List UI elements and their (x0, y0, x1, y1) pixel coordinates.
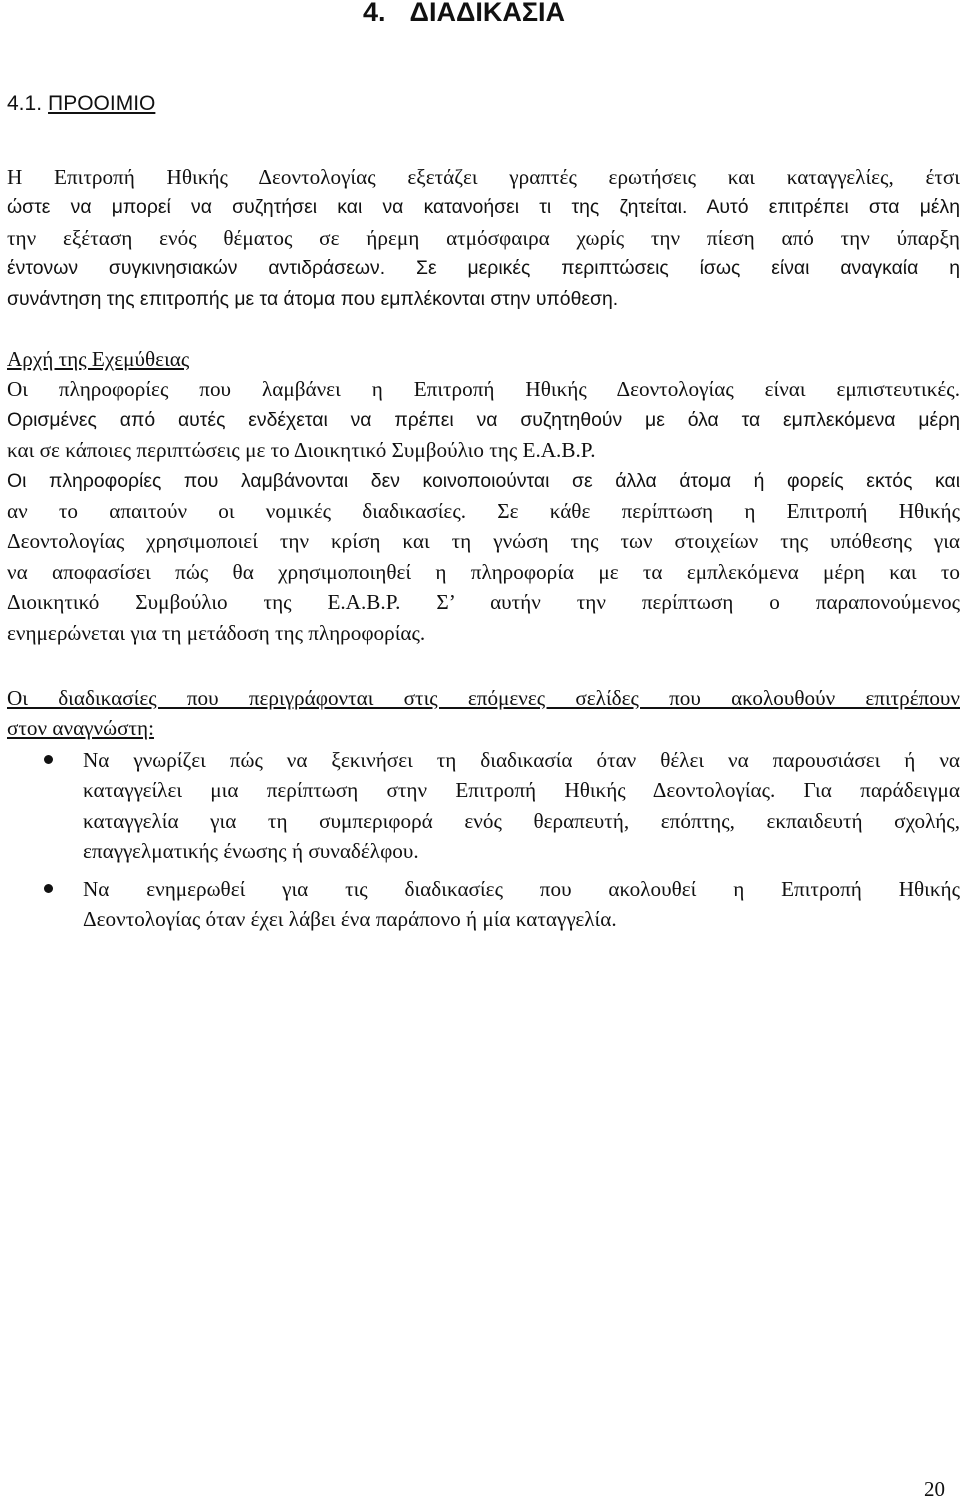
intro-line: έντονων συγκινησιακών αντιδράσεων. Σε μερικές περιπτώσεις ίσως είναι αναγκαία η (7, 257, 960, 280)
procedures-bullet-list (7, 745, 960, 934)
intro-line: ώστε να μπορεί να συζητήσει και να κατανοήσει τι της ζητείται. Αυτό επιτρέπει στα μέλη (7, 196, 960, 219)
bullet-line: επαγγελματικής ένωσης ή συναδέλφου. (83, 839, 419, 864)
intro-paragraph (7, 162, 960, 314)
intro-line: Η Επιτροπή Ηθικής Δεοντολογίας εξετάζει γραπτές ερωτήσεις και καταγγελίες, έτσι (7, 165, 960, 189)
bullet-line: Να ενημερωθεί για τις διαδικασίες που ακολουθεί η Επιτροπή Ηθικής (83, 876, 960, 901)
confidentiality-heading: Αρχή της Εχεμύθειας (7, 347, 190, 371)
confidentiality-line: Δεοντολογίας χρησιμοποιεί την κρίση και τη γνώση της των στοιχείων της υπόθεσης για (7, 529, 960, 554)
section-title-text: ΠΡΟΟΙΜΙΟ (48, 92, 156, 115)
bullet-line: Δεοντολογίας όταν έχει λάβει ένα παράπονο ή μία καταγγελία. (83, 906, 617, 931)
bullet-icon (44, 884, 53, 893)
confidentiality-line: Ορισμένες από αυτές ενδέχεται να πρέπει να συζητηθούν με όλα τα εμπλεκόμενα μέρη (7, 408, 960, 431)
section-title (7, 89, 155, 119)
page-number: 20 (924, 1477, 945, 1501)
procedures-intro-line: Οι διαδικασίες που περιγράφονται στις επόμενες σελίδες που ακολουθούν επιτρέπουν (7, 686, 960, 710)
confidentiality-line: ενημερώνεται για τη μετάδοση της πληροφορίας. (7, 620, 426, 645)
procedures-intro-line: στον αναγνώστη: (7, 716, 154, 741)
chapter-title (363, 0, 565, 30)
confidentiality-line: Οι πληροφορίες που λαμβάνονται δεν κοινοποιούνται σε άλλα άτομα ή φορείς εκτός και (7, 469, 960, 492)
bullet-item (7, 745, 960, 867)
bullet-icon (44, 755, 53, 764)
section-number: 4.1. (7, 92, 43, 115)
confidentiality-line: και σε κάποιες περιπτώσεις με το Διοικητικό Συμβούλιο της Ε.Α.Β.Ρ. (7, 438, 596, 463)
confidentiality-line: να αποφασίσει πώς θα χρησιμοποιηθεί η πληροφορία με τα εμπλεκόμενα μέρη και το (7, 559, 960, 584)
bullet-line: καταγγείλει μια περίπτωση στην Επιτροπή Ηθικής Δεοντολογίας. Για παράδειγμα (83, 778, 960, 803)
intro-line: την εξέταση ενός θέματος σε ήρεμη ατμόσφαιρα χωρίς την πίεση από την ύπαρξη (7, 225, 960, 250)
bullet-line: Να γνωρίζει πώς να ξεκινήσει τη διαδικασία όταν θέλει να παρουσιάσει ή να (83, 748, 960, 772)
bullet-item (7, 874, 960, 935)
confidentiality-line: Διοικητικό Συμβούλιο της Ε.Α.Β.Ρ. Σ’ αυτήν την περίπτωση ο παραπονούμενος (7, 590, 960, 615)
bullet-line: καταγγελία για τη συμπεριφορά ενός θεραπευτή, επόπτης, εκπαιδευτή σχολής, (83, 808, 960, 833)
intro-line: συνάντηση της επιτροπής με τα άτομα που εμπλέκονται στην υπόθεση. (7, 287, 619, 310)
procedures-intro (7, 683, 960, 744)
chapter-number: 4. (363, 0, 386, 27)
confidentiality-line: Οι πληροφορίες που λαμβάνει η Επιτροπή Ηθικής Δεοντολογίας είναι εμπιστευτικές. (7, 377, 960, 402)
chapter-title-text: ΔΙΑΔΙΚΑΣΙΑ (409, 0, 566, 27)
confidentiality-line: αν το απαιτούν οι νομικές διαδικασίες. Σε κάθε περίπτωση η Επιτροπή Ηθικής (7, 498, 960, 523)
confidentiality-section (7, 344, 960, 648)
